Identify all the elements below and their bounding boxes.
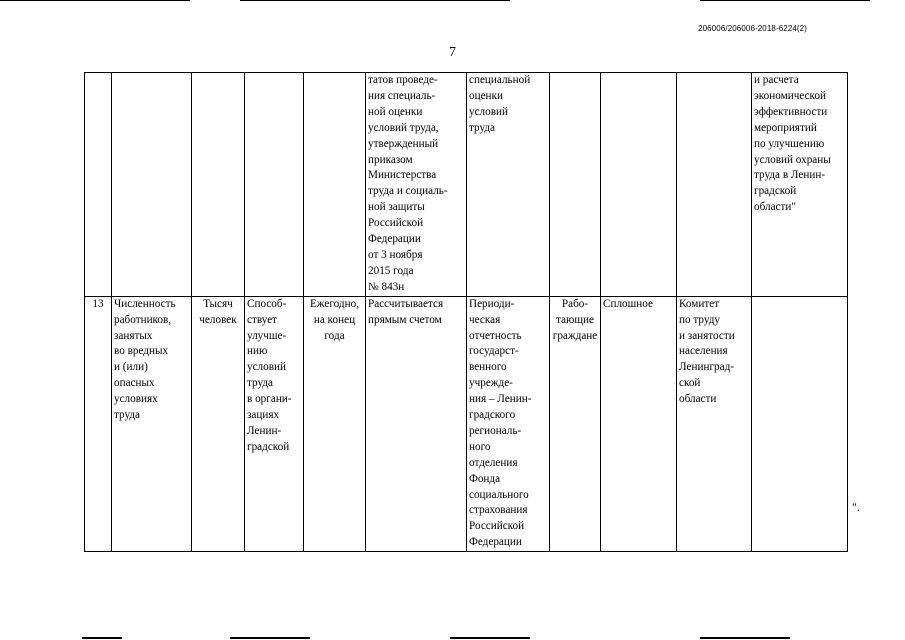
data-source-cell: специальной оценки условий труда [467, 73, 550, 297]
row-number-cell: 13 [85, 296, 112, 552]
table-cell [601, 73, 677, 297]
indicators-table [84, 72, 848, 552]
table-cell [550, 73, 601, 297]
notes-cell: и расчета экономической эффективности мероприятий по улучшению условий охраны труда в Ленин- градской области" [752, 73, 848, 297]
indicator-name-cell: Численность работников, занятых во вредных и (или) опасных условиях труда [112, 296, 192, 552]
table-cell [192, 73, 245, 297]
frequency-cell: Ежегодно, на конец года [304, 296, 366, 552]
scan-artifact-line [450, 637, 530, 639]
table-row-continuation [85, 73, 848, 297]
table-cell [245, 73, 304, 297]
source-cell: Периоди- ческая отчетность государст- венного учрежде- ния – Ленин- градского региональ- ного отделения Фонда социального страхования Российской Федерации [467, 296, 550, 552]
scan-artifact-line [700, 637, 790, 639]
scan-artifact-line [700, 0, 870, 1]
table-cell [677, 73, 752, 297]
notes-cell [752, 296, 848, 552]
responsible-body-cell: Комитет по труду и занятости населения Ленинград- ской области [677, 296, 752, 552]
calculation-cell: Рассчитывается прямым счетом [366, 296, 467, 552]
scan-artifact-line [230, 637, 310, 639]
closing-quote-mark: ". [852, 500, 860, 514]
scan-artifact-line [0, 0, 190, 1]
document-id: 206006/206006-2018-6224(2) [698, 24, 807, 33]
unit-cell: Тысяч человек [192, 296, 245, 552]
scan-artifact-line [240, 0, 510, 1]
table-cell [85, 73, 112, 297]
table-cell [304, 73, 366, 297]
scan-artifact-line [82, 637, 122, 639]
calculation-method-cell: татов проведе- ния специаль- ной оценки условий труда, утвержденный приказом Министерства труда и социаль- ной защиты Российской Федерации от 3 ноября 2015 года № 843н [366, 73, 467, 297]
table-row-13 [85, 296, 848, 552]
table-cell [112, 73, 192, 297]
page-number: 7 [449, 45, 456, 60]
observation-type-cell: Сплошное [601, 296, 677, 552]
method-cell: Способ- ствует улучше- нию условий труда в органи- зациях Ленин- градской [245, 296, 304, 552]
population-cell: Рабо- тающие граждане [550, 296, 601, 552]
